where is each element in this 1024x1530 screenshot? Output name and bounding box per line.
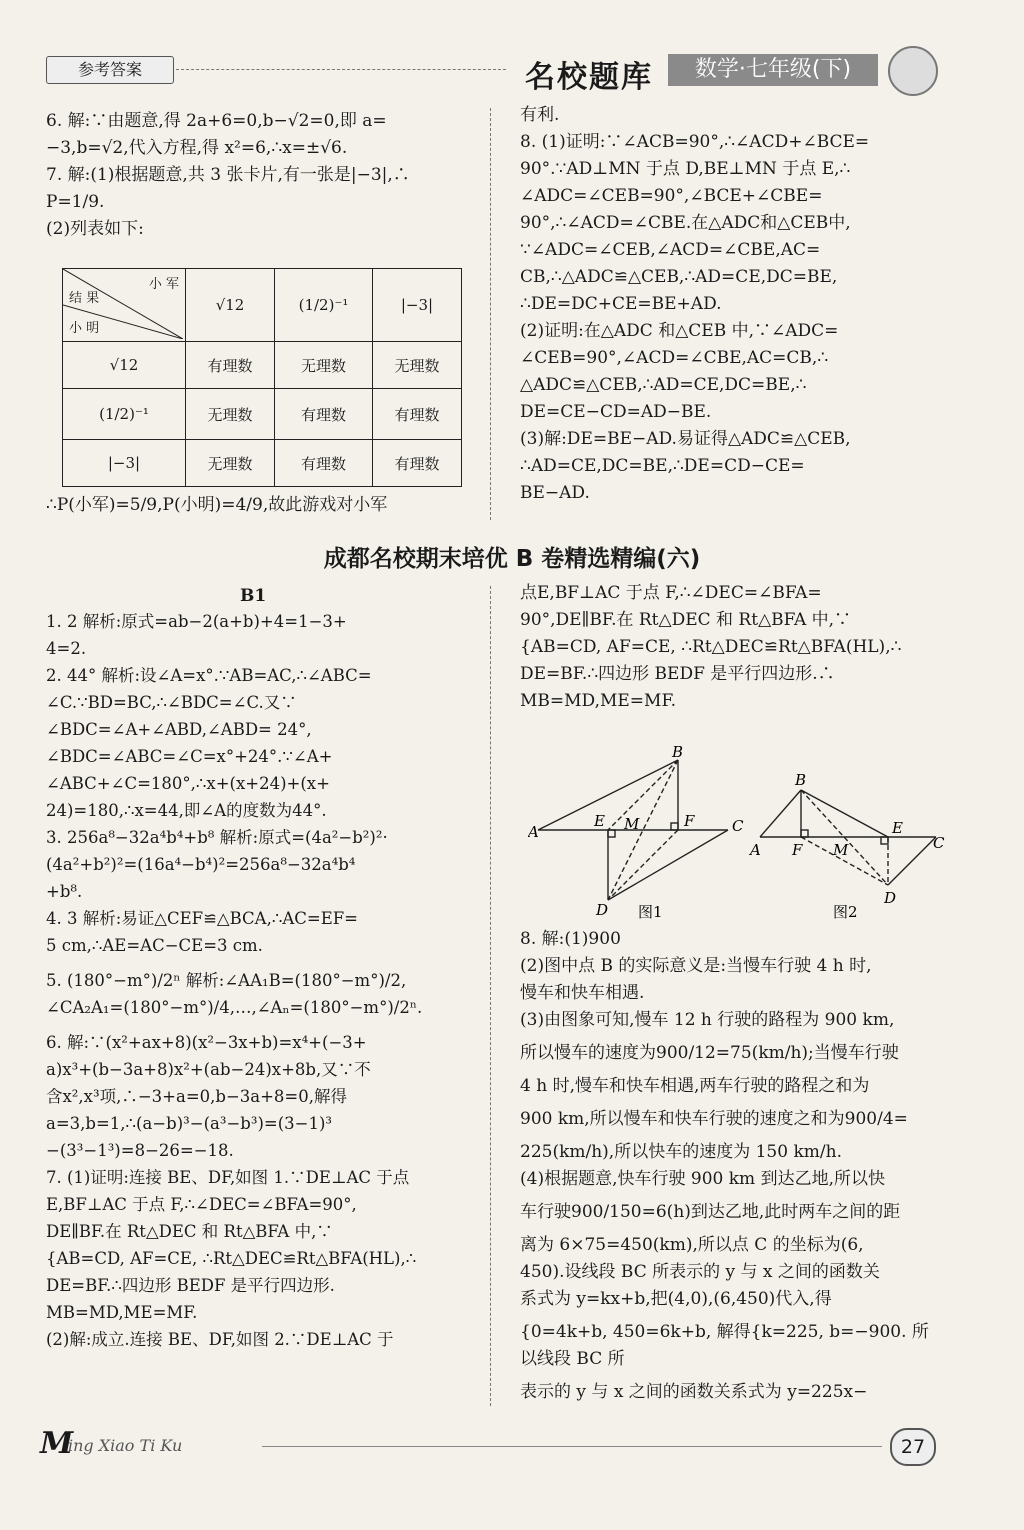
text-line: (2)图中点 B 的实际意义是:当慢车行驶 4 h 时,: [520, 956, 872, 976]
text-line: ∠BDC=∠A+∠ABD,∠ABD= 24°,: [46, 720, 312, 739]
table-cell: 无理数: [275, 342, 373, 389]
text-line: 225(km/h),所以快车的速度为 150 km/h.: [520, 1142, 842, 1162]
text-line: (3)解:DE=BE−AD.易证得△ADC≌△CEB,: [520, 429, 851, 449]
fig1-label: F: [684, 812, 695, 830]
footer-logo-m: M: [40, 1426, 74, 1461]
corner-bottom: 小 明: [69, 321, 100, 336]
text-line: 3. 256a⁸−32a⁴b⁴+b⁸ 解析:原式=(4a²−b²)²·: [46, 828, 388, 847]
text-line: △ADC≌△CEB,∴AD=CE,DC=BE,∴: [520, 375, 807, 395]
text-line: 900 km,所以慢车和快车行驶的速度之和为900/4=: [520, 1109, 908, 1129]
fig2-right-angle-e: [881, 837, 888, 844]
text-line: ∠CA₂A₁=(180°−m°)/4,…,∠Aₙ=(180°−m°)/2ⁿ.: [46, 998, 423, 1017]
text-line: (2)列表如下:: [46, 219, 144, 239]
text-line: 离为 6×75=450(km),所以点 C 的坐标为(6,: [520, 1235, 864, 1255]
text-line: 24)=180,∴x=44,即∠A的度数为44°.: [46, 801, 327, 820]
right-answers-top: [520, 102, 940, 507]
table-cell: 有理数: [275, 440, 373, 487]
text-line: 点E,BF⊥AC 于点 F,∴∠DEC=∠BFA=: [520, 583, 822, 603]
text-line: 4. 3 解析:易证△CEF≌△BCA,∴AC=EF=: [46, 909, 359, 928]
table-row: [63, 389, 462, 440]
table-row: [63, 342, 462, 389]
text-line: +b⁸.: [46, 882, 83, 901]
table-cell: 有理数: [186, 342, 275, 389]
fig1-label: C: [732, 817, 744, 835]
text-line: (4a²+b²)²=(16a⁴−b⁴)²=256a⁸−32a⁴b⁴: [46, 855, 356, 874]
page-number: 27: [890, 1428, 936, 1466]
text-line: 所以慢车的速度为900/12=75(km/h);当慢车行驶: [520, 1043, 899, 1063]
text-line: 5. (180°−m°)/2ⁿ 解析:∠AA₁B=(180°−m°)/2,: [46, 971, 407, 990]
text-line: P=1/9.: [46, 192, 105, 212]
fig1-label: E: [594, 812, 605, 830]
subject-label: 数学·七年级(下): [668, 54, 878, 86]
text-line: ∠ABC+∠C=180°,∴x+(x+24)+(x+: [46, 774, 330, 793]
col-header: |−3|: [372, 269, 461, 342]
text-line: 8. (1)证明:∵∠ACB=90°,∴∠ACD+∠BCE=: [520, 132, 870, 152]
fig2-label: M: [833, 841, 849, 859]
fig1-right-angle-f: [671, 823, 678, 830]
text-line: BE−AD.: [520, 483, 590, 503]
text-line: ∴DE=DC+CE=BE+AD.: [520, 294, 722, 314]
text-line: (4)根据题意,快车行驶 900 km 到达乙地,所以快: [520, 1169, 885, 1189]
text-line: DE∥BF.在 Rt△DEC 和 Rt△BFA 中,∵: [46, 1222, 333, 1241]
text-line: (2)证明:在△ADC 和△CEB 中,∵∠ADC=: [520, 321, 839, 341]
header-rule: [176, 69, 506, 70]
text-line: −(3³−1³)=8−26=−18.: [46, 1141, 234, 1160]
table-cell: 有理数: [372, 440, 461, 487]
text-line: 车行驶900/150=6(h)到达乙地,此时两车之间的距: [520, 1202, 901, 1222]
text-line: CB,∴△ADC≌△CEB,∴AD=CE,DC=BE,: [520, 267, 838, 287]
column-divider: [490, 586, 491, 1406]
fig2-label: B: [795, 771, 807, 789]
left-answers-top: [46, 108, 466, 243]
text-line: 90°,DE∥BF.在 Rt△DEC 和 Rt△BFA 中,∵: [520, 610, 852, 630]
right-answers-bottom-b: [520, 926, 940, 1406]
table-cell: 有理数: [372, 389, 461, 440]
col-header: (1/2)⁻¹: [275, 269, 373, 342]
table-cell: 有理数: [275, 389, 373, 440]
text-line: 有利.: [520, 105, 560, 125]
fig2-line-cd: [888, 837, 936, 885]
text-line: (2)解:成立.连接 BE、DF,如图 2.∵DE⊥AC 于: [46, 1330, 394, 1349]
fig1-label: B: [672, 745, 684, 761]
table-cell: 无理数: [186, 440, 275, 487]
b1-label: B1: [240, 586, 267, 606]
fig1-line-be: [608, 760, 678, 830]
text-line: ∵∠ADC=∠CEB,∠ACD=∠CBE,AC=: [520, 240, 821, 260]
text-line: MB=MD,ME=MF.: [520, 691, 676, 711]
text-line: 5 cm,∴AE=AC−CE=3 cm.: [46, 936, 263, 955]
text-line: DE=BF.∴四边形 BEDF 是平行四边形.∴: [520, 664, 835, 684]
answer-tag: 参考答案: [46, 56, 174, 84]
text-line: {AB=CD, AF=CE, ∴Rt△DEC≌Rt△BFA(HL),∴: [46, 1249, 417, 1268]
text-line: ∠C.∵BD=BC,∴∠BDC=∠C.又∵: [46, 693, 297, 712]
fig2-label: A: [750, 841, 761, 859]
text-line: 7. 解:(1)根据题意,共 3 张卡片,有一张是|−3|,∴: [46, 165, 410, 185]
right-answers-bottom-a: [520, 580, 940, 715]
fig2-line-ab: [760, 790, 801, 837]
text-line: 慢车和快车相遇.: [520, 983, 645, 1003]
fig1-caption: 图1: [638, 903, 663, 921]
fig1-line-ab: [538, 760, 678, 830]
section-title: 成都名校期末培优 B 卷精选精编(六): [323, 546, 701, 572]
fig1-label: D: [596, 901, 609, 919]
fig1-label: M: [624, 815, 640, 833]
text-line: 450).设线段 BC 所表示的 y 与 x 之间的函数关: [520, 1262, 880, 1282]
footer-rule: [262, 1446, 882, 1447]
text-line: 4=2.: [46, 639, 87, 658]
text-line: a=3,b=1,∴(a−b)³−(a³−b³)=(3−1)³: [46, 1114, 333, 1133]
logo-icon: [888, 46, 938, 96]
col-header: √12: [186, 269, 275, 342]
fig2-label: C: [933, 834, 945, 852]
row-header: √12: [63, 342, 186, 389]
text-line: 系式为 y=kx+b,把(4,0),(6,450)代入,得: [520, 1289, 832, 1309]
table-cell: 无理数: [186, 389, 275, 440]
table-corner: [63, 269, 186, 342]
text-line: MB=MD,ME=MF.: [46, 1303, 198, 1322]
text-line: 2. 44° 解析:设∠A=x°.∵AB=AC,∴∠ABC=: [46, 666, 372, 685]
text-line: −3,b=√2,代入方程,得 x²=6,∴x=±√6.: [46, 138, 348, 158]
text-line: DE=CE−CD=AD−BE.: [520, 402, 712, 422]
text-line: E,BF⊥AC 于点 F,∴∠DEC=∠BFA=90°,: [46, 1195, 357, 1214]
figure-2: [760, 790, 936, 885]
text-line: 7. (1)证明:连接 BE、DF,如图 1.∵DE⊥AC 于点: [46, 1168, 410, 1187]
fig1-right-angle-e: [608, 830, 615, 837]
text-line: 90°.∵AD⊥MN 于点 D,BE⊥MN 于点 E,∴: [520, 159, 851, 179]
text-line: {0=4k+b, 450=6k+b, 解得{k=225, b=−900. 所以线段 BC 所: [520, 1322, 929, 1369]
text-line: 8. 解:(1)900: [520, 929, 621, 949]
geometry-figures: [528, 745, 948, 925]
fig2-label: E: [892, 819, 903, 837]
fig2-line-be: [801, 790, 888, 837]
column-divider: [490, 108, 491, 520]
row-header: |−3|: [63, 440, 186, 487]
text-line: ∠ADC=∠CEB=90°,∠BCE+∠CBE=: [520, 186, 823, 206]
left-after-table: [46, 492, 466, 519]
text-line: 6. 解:∵(x²+ax+8)(x²−3x+b)=x⁴+(−3+: [46, 1033, 367, 1052]
text-line: 1. 2 解析:原式=ab−2(a+b)+4=1−3+: [46, 612, 347, 631]
fig1-label: A: [528, 823, 539, 841]
corner-mid: 结 果: [69, 291, 100, 306]
fig2-right-angle-f: [801, 830, 808, 837]
text-line: ∠CEB=90°,∠ACD=∠CBE,AC=CB,∴: [520, 348, 829, 368]
text-line: (3)由图象可知,慢车 12 h 行驶的路程为 900 km,: [520, 1010, 895, 1030]
text-line: 表示的 y 与 x 之间的函数关系式为 y=225x−: [520, 1382, 868, 1402]
text-line: DE=BF.∴四边形 BEDF 是平行四边形.: [46, 1276, 335, 1295]
brand-title: 名校题库: [525, 60, 653, 95]
footer-brand-text: ing Xiao Ti Ku: [68, 1436, 183, 1455]
text-line: ∴P(小军)=5/9,P(小明)=4/9,故此游戏对小军: [46, 495, 388, 515]
probability-table: [62, 268, 462, 487]
text-line: 4 h 时,慢车和快车相遇,两车行驶的路程之和为: [520, 1076, 870, 1096]
text-line: ∴AD=CE,DC=BE,∴DE=CD−CE=: [520, 456, 805, 476]
table-row: [63, 440, 462, 487]
fig2-label: F: [792, 841, 803, 859]
corner-top: 小 军: [148, 277, 179, 292]
text-line: 6. 解:∵由题意,得 2a+6=0,b−√2=0,即 a=: [46, 111, 387, 131]
row-header: (1/2)⁻¹: [63, 389, 186, 440]
text-line: {AB=CD, AF=CE, ∴Rt△DEC≌Rt△BFA(HL),∴: [520, 637, 902, 657]
fig1-line-cd: [608, 830, 728, 900]
text-line: a)x³+(b−3a+8)x²+(ab−24)x+8b,又∵不: [46, 1060, 371, 1079]
table-cell: 无理数: [372, 342, 461, 389]
fig2-caption: 图2: [833, 903, 858, 921]
fig2-label: D: [884, 889, 897, 907]
text-line: 含x²,x³项,∴−3+a=0,b−3a+8=0,解得: [46, 1087, 347, 1106]
text-line: ∠BDC=∠ABC=∠C=x°+24°.∵∠A+: [46, 747, 333, 766]
text-line: 90°,∴∠ACD=∠CBE.在△ADC和△CEB中,: [520, 213, 851, 233]
left-answers-bottom: [46, 608, 466, 1353]
